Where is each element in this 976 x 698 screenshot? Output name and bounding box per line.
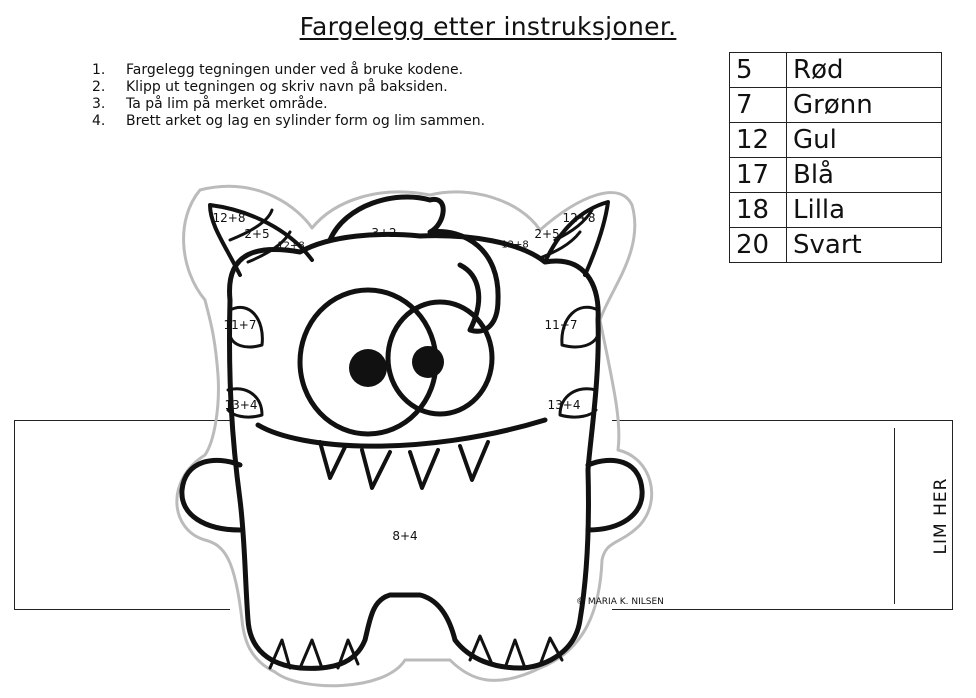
code-number: 7	[730, 88, 787, 123]
code-color: Svart	[787, 228, 942, 263]
code-number: 18	[730, 193, 787, 228]
instruction-number: 2.	[92, 79, 106, 95]
instruction-number: 3.	[92, 96, 106, 112]
page-title: Fargelegg etter instruksjoner.	[299, 12, 677, 41]
code-horn-left-tip: 12+8	[212, 211, 246, 225]
instruction-number: 4.	[92, 113, 106, 129]
monster-foot-claw	[300, 640, 322, 668]
copyright-text: © MARIA K. NILSEN	[576, 597, 664, 607]
instruction-text: Fargelegg tegningen under ved å bruke kodene.	[126, 62, 464, 78]
code-number: 5	[730, 53, 787, 88]
code-color: Rød	[787, 53, 942, 88]
code-color: Lilla	[787, 193, 942, 228]
code-body: 8+4	[392, 529, 418, 543]
monster-right-arm	[588, 460, 642, 530]
code-horn-right-tip: 12+8	[562, 211, 596, 225]
code-color: Grønn	[787, 88, 942, 123]
code-horn-left-mid: 2+5	[244, 227, 270, 241]
monster-body-outline	[229, 234, 598, 668]
monster-tooth	[460, 442, 488, 480]
code-stripe-left-lower: 13+4	[224, 398, 258, 412]
glue-label: LIM HER	[931, 477, 951, 555]
code-stripe-right-lower: 13+4	[547, 398, 581, 412]
monster-tooth	[410, 450, 438, 488]
instruction-number: 1.	[92, 62, 106, 78]
code-color: Blå	[787, 158, 942, 193]
instruction-text: Ta på lim på merket område.	[126, 96, 328, 112]
code-color: Gul	[787, 123, 942, 158]
code-horn-right-mid: 2+5	[534, 227, 560, 241]
monster-tooth	[362, 450, 390, 488]
monster-foot-claw	[338, 640, 358, 668]
code-number: 20	[730, 228, 787, 263]
code-number: 12	[730, 123, 787, 158]
code-stripe-left-upper: 11+7	[223, 318, 257, 332]
monster-right-pupil	[412, 346, 444, 378]
code-horn-left-base: 12+8	[277, 240, 305, 252]
instruction-text: Brett arket og lag en sylinder form og lim sammen.	[126, 113, 486, 129]
monster-left-arm	[182, 460, 240, 530]
code-horn-right-base: 12+8	[501, 239, 529, 251]
monster-foot-claw	[505, 640, 525, 668]
instruction-text: Klipp ut tegningen og skriv navn på baksiden.	[126, 79, 448, 95]
monster-left-pupil	[349, 349, 387, 387]
code-number: 17	[730, 158, 787, 193]
code-stripe-right-upper: 11+7	[544, 318, 578, 332]
code-hair: 3+2	[371, 226, 397, 240]
